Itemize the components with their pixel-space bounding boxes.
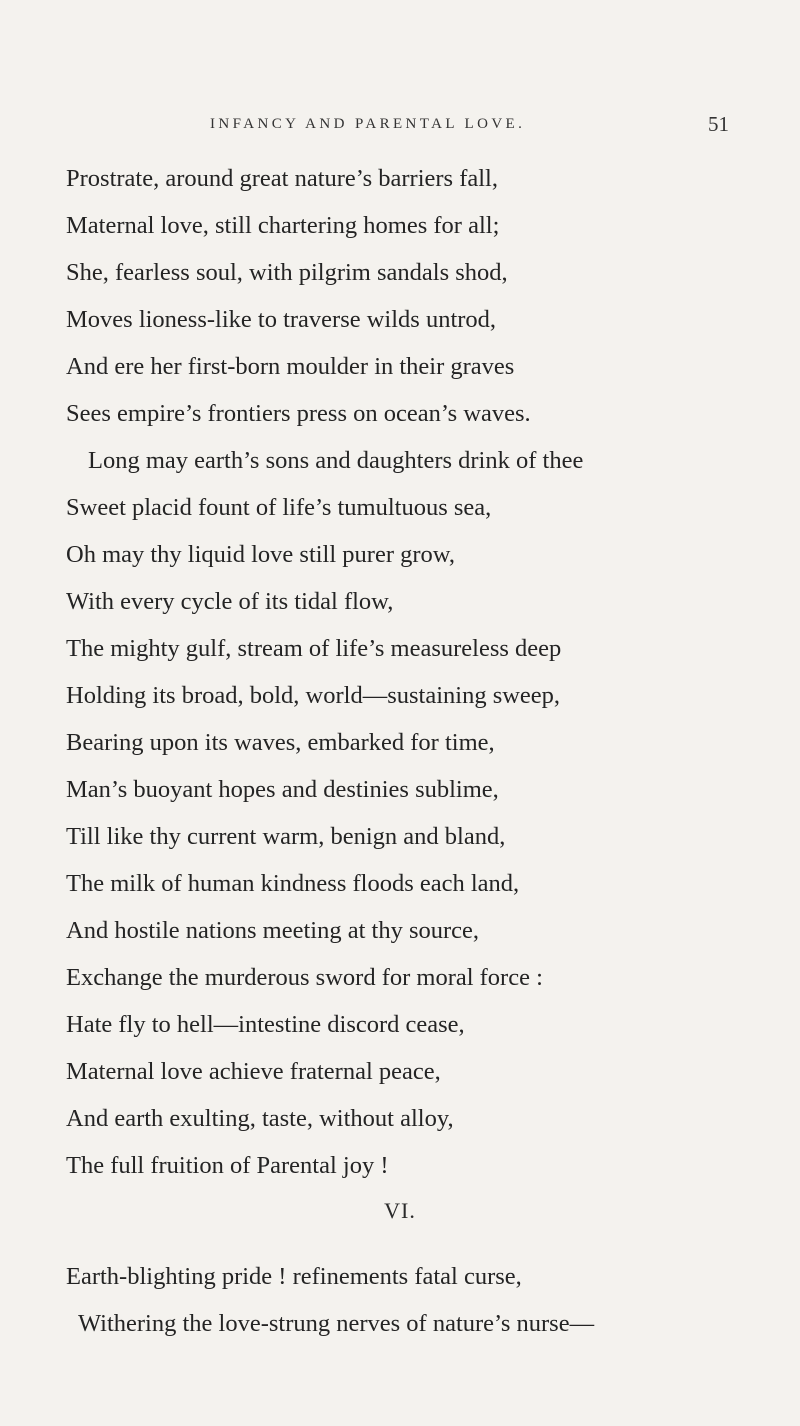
poem-line: And hostile nations meeting at thy source,	[66, 917, 480, 944]
poem-line: And earth exulting, taste, without alloy,	[66, 1105, 454, 1132]
poem-line: Exchange the murderous sword for moral force :	[66, 964, 543, 991]
page-number: 51	[708, 112, 729, 136]
poem-line: Sweet placid fount of life’s tumultuous sea,	[66, 494, 492, 521]
poem-line: Man’s buoyant hopes and destinies sublime,	[66, 776, 499, 803]
running-title: INFANCY AND PARENTAL LOVE.	[210, 116, 526, 132]
section-line: Withering the love-strung nerves of nature’s nurse—	[78, 1310, 595, 1337]
poem-line: The mighty gulf, stream of life’s measureless deep	[66, 635, 562, 662]
poem-line: The full fruition of Parental joy !	[66, 1152, 389, 1179]
poem-line: Till like thy current warm, benign and bland,	[66, 823, 506, 850]
poem-line: Moves lioness-like to traverse wilds untrod,	[66, 306, 497, 333]
section-number: VI.	[384, 1198, 416, 1223]
poem-line: Maternal love achieve fraternal peace,	[66, 1058, 441, 1085]
poem-line: With every cycle of its tidal flow,	[66, 588, 394, 615]
poem-line: Oh may thy liquid love still purer grow,	[66, 541, 455, 568]
poem-line: She, fearless soul, with pilgrim sandals shod,	[66, 259, 508, 286]
page-header	[0, 112, 800, 142]
poem-line: Hate fly to hell—intestine discord cease,	[66, 1011, 465, 1038]
poem-line: Sees empire’s frontiers press on ocean’s waves.	[66, 400, 531, 427]
poem-line: And ere her first-born moulder in their graves	[66, 353, 515, 380]
poem-line: Holding its broad, bold, world—sustaining sweep,	[66, 682, 561, 709]
poem-line: Bearing upon its waves, embarked for time,	[66, 729, 495, 756]
poem-line: Long may earth’s sons and daughters drink of thee	[88, 447, 584, 474]
poem-line: The milk of human kindness floods each land,	[66, 870, 520, 897]
poem-line: Prostrate, around great nature’s barriers fall,	[66, 165, 498, 192]
section-line: Earth-blighting pride ! refinements fatal curse,	[66, 1263, 522, 1290]
poem-line: Maternal love, still chartering homes for all;	[66, 212, 500, 239]
